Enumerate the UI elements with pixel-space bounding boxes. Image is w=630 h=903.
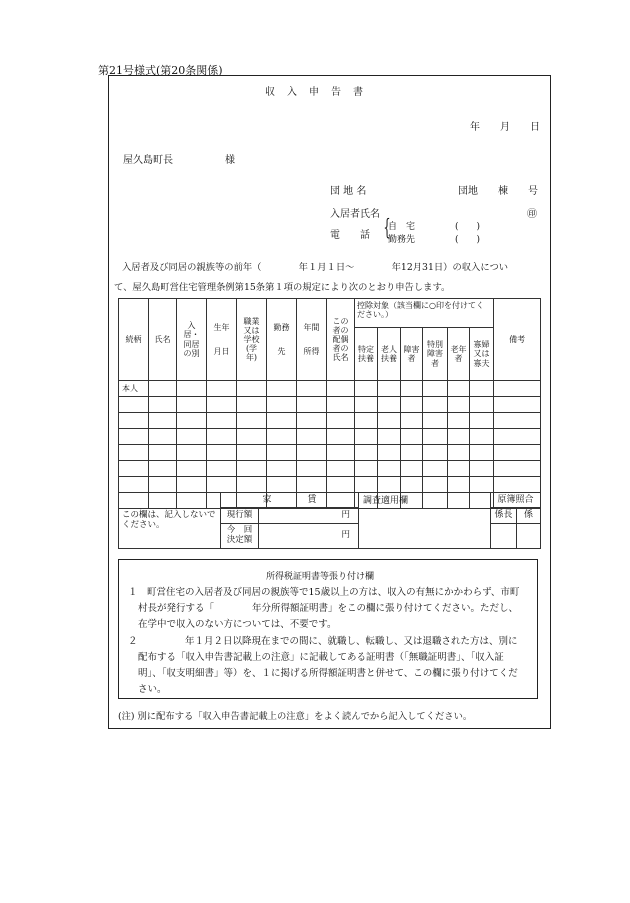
table-cell[interactable] xyxy=(177,477,207,493)
item1-line-3: 在学中で収入のない方については、不要です。 xyxy=(138,619,337,630)
table-row xyxy=(119,397,541,413)
table-cell[interactable] xyxy=(207,397,237,413)
table-cell[interactable] xyxy=(470,381,494,397)
table-cell[interactable] xyxy=(327,413,355,429)
table-cell[interactable] xyxy=(470,397,494,413)
item2-line-3: 明」、「収支明細書」等）を、１に掲げる所得額証明書と併せて、この欄に張り付けてくだ xyxy=(138,668,518,679)
table-cell[interactable] xyxy=(423,477,448,493)
table-cell[interactable] xyxy=(401,445,423,461)
table-cell[interactable] xyxy=(149,413,177,429)
table-cell[interactable] xyxy=(119,445,149,461)
table-cell[interactable] xyxy=(237,461,267,477)
table-cell[interactable] xyxy=(119,413,149,429)
item2-line-1: ２ 年１月２日以降現在までの間に、就職し、転職し、又は退職された方は、別に xyxy=(128,636,518,647)
table-cell[interactable] xyxy=(401,381,423,397)
table-cell[interactable] xyxy=(207,381,237,397)
header-birthdate xyxy=(207,299,237,381)
table-cell[interactable] xyxy=(177,445,207,461)
footer-note: (注) 別に配布する「収入申告書記載上の注意」をよく読んでから記入してください。 xyxy=(118,711,473,722)
office-use-table xyxy=(118,492,541,549)
table-row xyxy=(119,381,541,397)
table-cell[interactable] xyxy=(423,445,448,461)
building-label: 団地 棟 号 xyxy=(458,186,538,197)
table-cell[interactable] xyxy=(355,381,378,397)
header-name: 氏名 xyxy=(149,299,177,381)
intro-line-1: 入居者及び同居の親族等の前年（ 年１月１日～ 年12月31日）の収入につい xyxy=(122,262,509,273)
addressee-suffix: 様 xyxy=(225,155,235,166)
table-cell[interactable] xyxy=(119,429,149,445)
table-cell[interactable] xyxy=(448,461,470,477)
table-cell[interactable] xyxy=(267,381,297,397)
table-cell[interactable] xyxy=(297,461,327,477)
table-cell[interactable] xyxy=(207,429,237,445)
table-cell[interactable] xyxy=(378,461,401,477)
table-cell[interactable] xyxy=(177,413,207,429)
header-birth-bottom: 月日 xyxy=(213,346,230,356)
header-deduction-special-disabled: 特別障害者 xyxy=(423,328,448,381)
table-cell[interactable] xyxy=(470,445,494,461)
table-cell[interactable] xyxy=(267,445,297,461)
table-cell[interactable] xyxy=(355,429,378,445)
table-cell[interactable] xyxy=(470,461,494,477)
phone-home-label: 自 宅 xyxy=(388,222,416,232)
household-income-table xyxy=(118,298,541,509)
table-cell[interactable] xyxy=(327,397,355,413)
table-cell[interactable] xyxy=(119,461,149,477)
table-cell[interactable] xyxy=(237,413,267,429)
table-cell[interactable] xyxy=(237,445,267,461)
table-cell[interactable] xyxy=(423,381,448,397)
table-row xyxy=(119,445,541,461)
table-cell[interactable] xyxy=(378,397,401,413)
table-cell[interactable] xyxy=(297,397,327,413)
form-number: 第21号様式(第20条関係) xyxy=(98,64,223,77)
current-rent-label: 現行額 xyxy=(221,508,259,524)
table-cell[interactable] xyxy=(378,429,401,445)
table-cell[interactable] xyxy=(207,477,237,493)
table-cell[interactable] xyxy=(448,429,470,445)
table-cell[interactable] xyxy=(149,429,177,445)
table-cell[interactable] xyxy=(207,461,237,477)
header-annual-income xyxy=(297,299,327,381)
survey-column-label: 調査適用欄 xyxy=(359,493,491,549)
table-cell[interactable] xyxy=(177,397,207,413)
date-line: 年 月 日 xyxy=(470,122,540,133)
header-occupation: 職業又は学校(学年) xyxy=(237,299,267,381)
table-cell[interactable] xyxy=(448,397,470,413)
staff-label: 係 xyxy=(517,508,541,524)
table-cell[interactable] xyxy=(327,381,355,397)
table-cell[interactable] xyxy=(448,413,470,429)
table-row xyxy=(119,413,541,429)
table-cell[interactable] xyxy=(237,477,267,493)
table-cell[interactable] xyxy=(448,445,470,461)
table-cell[interactable] xyxy=(470,477,494,493)
table-cell[interactable] xyxy=(470,413,494,429)
table-cell[interactable] xyxy=(297,445,327,461)
current-rent-yen: 円 xyxy=(259,508,359,524)
header-income-top: 年間 xyxy=(303,323,320,333)
tax-box-title: 所得税証明書等張り付け欄 xyxy=(266,572,375,582)
table-cell[interactable] xyxy=(401,413,423,429)
table-cell[interactable] xyxy=(297,413,327,429)
table-cell[interactable] xyxy=(494,381,541,397)
table-cell[interactable] xyxy=(355,397,378,413)
phone-label: 電 話 xyxy=(330,230,370,241)
table-cell[interactable] xyxy=(267,413,297,429)
table-cell[interactable] xyxy=(494,397,541,413)
phone-work-paren: ( ) xyxy=(455,235,481,245)
table-cell[interactable] xyxy=(423,461,448,477)
header-deduction-disabled: 障害者 xyxy=(401,328,423,381)
header-workplace-top: 勤務 xyxy=(273,323,290,333)
phone-brace: { xyxy=(383,216,391,241)
table-cell[interactable] xyxy=(401,477,423,493)
intro-line-2: て、屋久島町営住宅管理条例第15条第１項の規定により次のとおり申告します。 xyxy=(114,282,451,293)
table-cell[interactable] xyxy=(267,477,297,493)
table-cell[interactable] xyxy=(177,429,207,445)
table-cell[interactable] xyxy=(207,413,237,429)
table-cell[interactable] xyxy=(327,461,355,477)
form-title: 収 入 申 告 書 xyxy=(265,87,364,98)
header-workplace-bottom: 先 xyxy=(277,346,286,356)
header-remarks: 備考 xyxy=(494,299,541,381)
header-deduction-specific-dependent: 特定扶養 xyxy=(355,328,378,381)
table-cell[interactable] xyxy=(401,397,423,413)
table-cell[interactable] xyxy=(207,445,237,461)
header-spouse-name: この者の配偶者の氏名 xyxy=(327,299,355,381)
table-cell[interactable] xyxy=(149,397,177,413)
header-deduction-elderly: 老年者 xyxy=(448,328,470,381)
office-use-note: この欄は、記入しないでください。 xyxy=(119,493,221,549)
table-cell[interactable] xyxy=(423,397,448,413)
table-cell[interactable] xyxy=(327,477,355,493)
table-cell[interactable] xyxy=(355,445,378,461)
decided-rent-yen: 円 xyxy=(259,524,359,549)
table-cell[interactable] xyxy=(237,381,267,397)
self-relation-cell[interactable]: 本人 xyxy=(119,381,149,397)
ledger-check-label: 原簿照合 xyxy=(491,493,541,508)
staff-stamp-cell[interactable] xyxy=(517,524,541,549)
table-row xyxy=(119,477,541,493)
table-row xyxy=(119,461,541,477)
table-cell[interactable] xyxy=(237,429,267,445)
table-cell[interactable] xyxy=(378,477,401,493)
table-cell[interactable] xyxy=(355,413,378,429)
table-cell[interactable] xyxy=(119,477,149,493)
table-cell[interactable] xyxy=(327,429,355,445)
header-deduction-group: 控除対象（該当欄に○印を付けてください。） xyxy=(355,299,494,328)
table-cell[interactable] xyxy=(355,477,378,493)
table-cell[interactable] xyxy=(423,413,448,429)
table-cell[interactable] xyxy=(149,461,177,477)
tax-box-item-1 xyxy=(128,585,519,633)
table-cell[interactable] xyxy=(470,429,494,445)
table-cell[interactable] xyxy=(149,445,177,461)
table-cell[interactable] xyxy=(378,381,401,397)
table-cell[interactable] xyxy=(448,477,470,493)
table-cell[interactable] xyxy=(149,477,177,493)
chief-stamp-cell[interactable] xyxy=(491,524,517,549)
table-cell[interactable] xyxy=(267,429,297,445)
table-cell[interactable] xyxy=(494,413,541,429)
table-cell[interactable] xyxy=(401,429,423,445)
table-cell[interactable] xyxy=(267,397,297,413)
table-cell[interactable] xyxy=(494,461,541,477)
header-income-bottom: 所得 xyxy=(303,346,320,356)
table-cell[interactable] xyxy=(423,429,448,445)
rent-header: 家 賃 xyxy=(221,493,359,508)
phone-work-label: 勤務先 xyxy=(388,235,416,245)
resident-name-label: 入居者氏名 xyxy=(330,209,380,220)
item1-line-1: １ 町営住宅の入居者及び同居の親族等で15歳以上の方は、収入の有無にかかわらず、市町 xyxy=(128,587,520,598)
complex-name-label: 団 地 名 xyxy=(330,186,367,197)
table-cell[interactable] xyxy=(378,445,401,461)
item2-line-4: さい。 xyxy=(138,684,167,695)
header-birth-top: 生年 xyxy=(213,323,230,333)
table-cell[interactable] xyxy=(494,477,541,493)
addressee: 屋久島町長 xyxy=(123,155,173,166)
table-cell[interactable] xyxy=(494,429,541,445)
table-cell[interactable] xyxy=(297,381,327,397)
header-deduction-widow: 寡婦又は寡夫 xyxy=(470,328,494,381)
item2-line-2: 配布する「収入申告書記載上の注意」に記載してある証明書（「無職証明書」、「収入証 xyxy=(138,652,504,663)
table-cell[interactable] xyxy=(448,381,470,397)
table-cell[interactable] xyxy=(355,461,378,477)
chief-label: 係長 xyxy=(491,508,517,524)
table-cell[interactable] xyxy=(177,461,207,477)
seal-mark: ㊞ xyxy=(527,209,537,220)
table-cell[interactable] xyxy=(149,381,177,397)
phone-home-paren: ( ) xyxy=(455,222,481,232)
decided-rent-label: 今 回決定額 xyxy=(221,524,259,549)
table-cell[interactable] xyxy=(237,397,267,413)
header-deduction-elderly-dependent: 老人扶養 xyxy=(378,328,401,381)
header-relation: 続柄 xyxy=(119,299,149,381)
table-cell[interactable] xyxy=(401,461,423,477)
table-row xyxy=(119,429,541,445)
table-cell[interactable] xyxy=(378,413,401,429)
table-cell[interactable] xyxy=(297,429,327,445)
header-resident-type: 入居・同居の別 xyxy=(177,299,207,381)
table-cell[interactable] xyxy=(327,445,355,461)
table-cell[interactable] xyxy=(177,381,207,397)
tax-box-item-2 xyxy=(128,634,518,698)
table-cell[interactable] xyxy=(119,397,149,413)
item1-line-2: 村長が発行する「 年分所得額証明書」をこの欄に張り付けてください。ただし、 xyxy=(138,603,519,614)
table-cell[interactable] xyxy=(494,445,541,461)
table-cell[interactable] xyxy=(297,477,327,493)
table-cell[interactable] xyxy=(267,461,297,477)
header-workplace xyxy=(267,299,297,381)
